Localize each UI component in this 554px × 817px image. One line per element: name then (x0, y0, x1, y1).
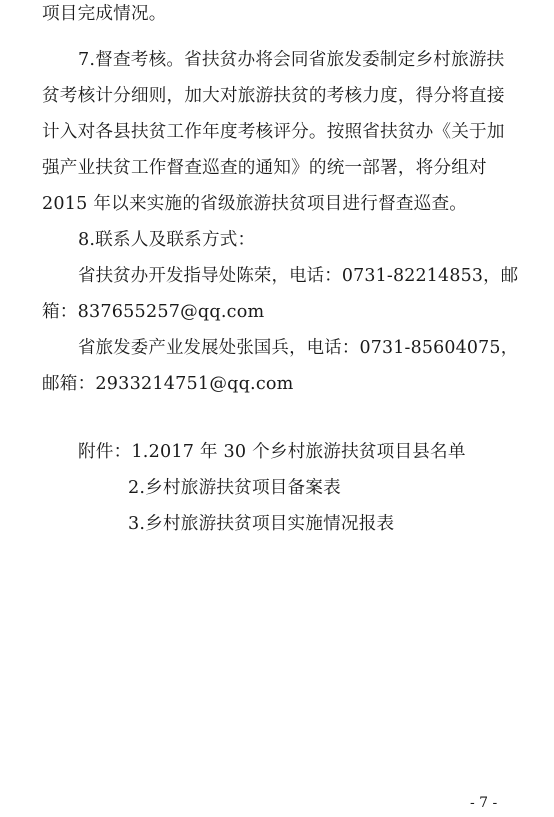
text-line: 贫考核计分细则，加大对旅游扶贫的考核力度，得分将直接 (42, 86, 505, 106)
text-line: 强产业扶贫工作督查巡查的通知》的统一部署，将分组对 (42, 158, 487, 178)
text-line: 3.乡村旅游扶贫项目实施情况报表 (128, 514, 395, 534)
text-line: 箱：837655257@qq.com (42, 302, 265, 322)
text-line: 邮箱：2933214751@qq.com (42, 374, 294, 394)
text-line: 省扶贫办开发指导处陈荣，电话：0731-82214853，邮 (78, 266, 519, 286)
text-line: 省旅发委产业发展处张国兵，电话：0731-85604075， (78, 338, 519, 358)
text-line: 2015 年以来实施的省级旅游扶贫项目进行督查巡查。 (42, 194, 468, 214)
text-line: 项目完成情况。 (42, 4, 167, 24)
text-line: 计入对各县扶贫工作年度考核评分。按照省扶贫办《关于加 (42, 122, 505, 142)
text-line: 2.乡村旅游扶贫项目备案表 (128, 478, 341, 498)
text-line: 8.联系人及联系方式： (78, 230, 256, 250)
page-number: - 7 - (470, 795, 498, 811)
text-line: 附件：1.2017 年 30 个乡村旅游扶贫项目县名单 (78, 442, 466, 462)
text-line: 7.督查考核。省扶贫办将会同省旅发委制定乡村旅游扶 (78, 50, 505, 70)
